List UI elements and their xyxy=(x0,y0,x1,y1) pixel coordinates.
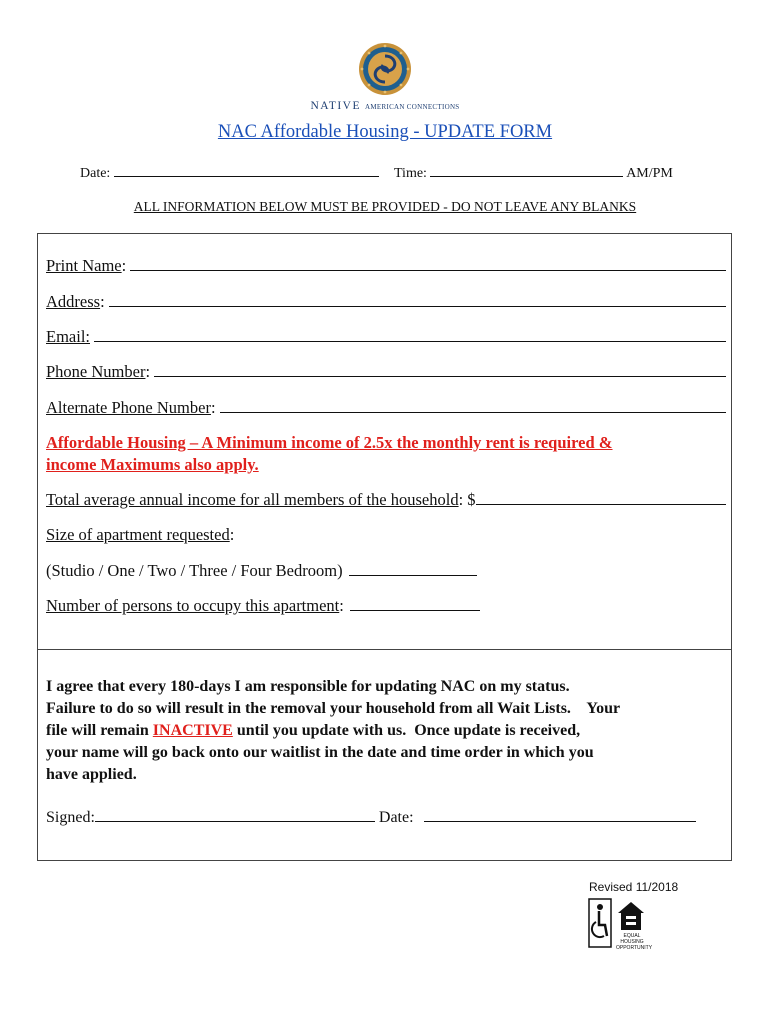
agreement-line-3 xyxy=(46,720,726,742)
logo-native-text: NATIVE xyxy=(310,100,362,112)
phone-field[interactable] xyxy=(154,362,726,377)
alt-phone-row xyxy=(46,398,726,418)
agreement-line-4: your name will go back onto our waitlist in the date and time order in which you xyxy=(46,744,594,761)
form-title: NAC Affordable Housing - UPDATE FORM xyxy=(217,122,553,142)
date-field[interactable] xyxy=(114,163,379,177)
address-field[interactable] xyxy=(109,292,726,307)
agreement-line-1: I agree that every 180-days I am responsible for updating NAC on my status. xyxy=(46,678,570,695)
income-requirement-alert xyxy=(46,432,716,476)
equal-housing-text xyxy=(616,933,653,951)
alt-phone-label: Alternate Phone Number xyxy=(46,398,211,417)
equal-housing-line-1: EQUAL HOUSING xyxy=(620,933,644,945)
size-options-row xyxy=(46,561,726,581)
total-income-field[interactable] xyxy=(476,490,726,505)
notice-label: ALL INFORMATION BELOW MUST BE PROVIDED - DO NOT LEAVE ANY BLANKS xyxy=(133,199,637,214)
colon: : xyxy=(145,362,151,381)
print-name-row xyxy=(46,256,726,276)
persons-row xyxy=(46,596,726,616)
persons-field[interactable] xyxy=(350,596,480,611)
header-date xyxy=(80,163,379,182)
accessibility-icon xyxy=(588,898,612,948)
colon: : xyxy=(339,596,344,615)
logo-ac-text: AMERICAN CONNECTIONS xyxy=(365,103,460,111)
agreement-line-3-post: until you update with us. Once update is received, xyxy=(232,722,581,739)
time-field[interactable] xyxy=(430,163,623,177)
agreement-line-2: Failure to do so will result in the removal your household from all Wait Lists. Your xyxy=(46,700,621,717)
print-name-label: Print Name xyxy=(46,256,122,275)
header-time xyxy=(394,163,673,182)
agreement-text xyxy=(46,676,726,786)
income-alert-line-1: Affordable Housing – A Minimum income of 2.5x the monthly rent is required & xyxy=(46,433,613,452)
signature-row xyxy=(46,808,696,827)
logo-wordmark xyxy=(300,100,470,112)
total-income-label: Total average annual income for all members of the household xyxy=(46,490,459,509)
alt-phone-field[interactable] xyxy=(220,398,726,413)
size-field[interactable] xyxy=(349,561,477,576)
revision-note: Revised 11/2018 xyxy=(589,880,679,894)
print-name-field[interactable] xyxy=(130,256,726,271)
signature-field[interactable] xyxy=(95,808,375,822)
dollar-sign: : $ xyxy=(458,490,476,509)
inactive-label: INACTIVE xyxy=(152,722,233,739)
size-options-text: (Studio / One / Two / Three / Four Bedroom) xyxy=(46,561,343,580)
equal-housing-icon xyxy=(616,900,646,932)
colon: : xyxy=(100,292,105,311)
time-label: Time: xyxy=(394,166,427,181)
nac-logo xyxy=(300,42,470,114)
persons-label: Number of persons to occupy this apartment xyxy=(46,596,340,615)
phone-label: Phone Number xyxy=(46,362,146,381)
address-row xyxy=(46,292,726,312)
phone-row xyxy=(46,362,726,382)
form-divider xyxy=(37,649,732,650)
size-label: Size of apartment requested xyxy=(46,525,230,544)
income-alert-line-2: income Maximums also apply. xyxy=(46,455,259,474)
size-row xyxy=(46,525,726,545)
compliance-icons xyxy=(588,898,653,951)
email-field[interactable] xyxy=(94,327,726,342)
colon: : xyxy=(229,525,235,544)
equal-housing-line-2: OPPORTUNITY xyxy=(616,945,653,951)
spiral-emblem-icon xyxy=(358,42,412,96)
signature-date-label: Date: xyxy=(378,809,414,826)
email-label: Email: xyxy=(46,327,90,346)
colon: : xyxy=(121,256,127,275)
email-row xyxy=(46,327,726,347)
total-income-row xyxy=(46,490,726,510)
ampm-label: AM/PM xyxy=(626,166,673,181)
agreement-line-3-pre: file will remain xyxy=(46,722,153,739)
address-label: Address xyxy=(46,292,101,311)
agreement-line-5: have applied. xyxy=(46,766,137,783)
colon: : xyxy=(210,398,216,417)
signed-label: Signed: xyxy=(46,809,95,826)
date-label: Date: xyxy=(80,166,111,181)
notice-text xyxy=(0,199,770,215)
signature-date-field[interactable] xyxy=(424,808,696,822)
